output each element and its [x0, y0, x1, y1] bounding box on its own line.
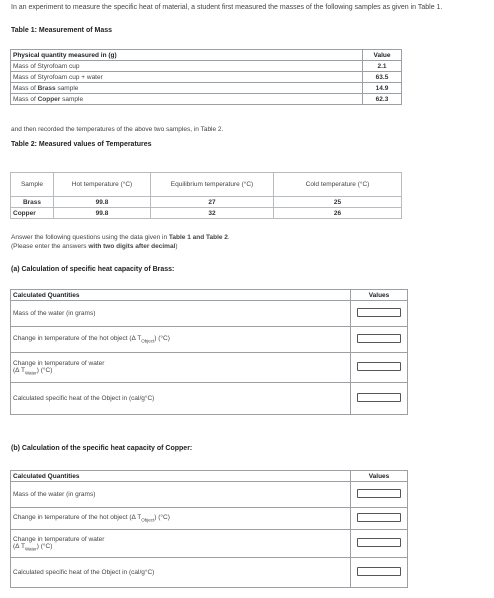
quantity-label: [11, 94, 363, 105]
label-text: Change in temperature of the hot object (Δ T: [13, 335, 142, 343]
answer-input-delta-t-object[interactable]: [357, 334, 401, 343]
label-bold: Copper: [37, 95, 61, 103]
label-text: (Δ T: [13, 542, 25, 550]
quantity-label: Mass of the water (in grams): [11, 482, 351, 508]
table-header-row: [11, 471, 408, 482]
quantity-value: 62.3: [363, 94, 402, 105]
header-quantities: Calculated Quantities: [11, 290, 351, 301]
value-cell: [351, 327, 408, 353]
answer-input-delta-t-object[interactable]: [357, 513, 401, 522]
hot-temp: 99.8: [54, 208, 151, 219]
mass-table: [10, 49, 402, 105]
quantity-value: 14.9: [363, 83, 402, 94]
value-cell: [351, 383, 408, 415]
quantity-label: Mass of Styrofoam cup: [11, 61, 363, 72]
value-cell: [351, 301, 408, 327]
table-row: [11, 383, 408, 415]
sample-name: Copper: [11, 208, 54, 219]
between-text: and then recorded the temperatures of the above two samples, in Table 2.: [11, 126, 224, 133]
instructions-line2: [11, 243, 178, 250]
header-hot: Hot temperature (°C): [54, 173, 151, 197]
label-post: sample: [55, 84, 79, 92]
sample-name: Brass: [11, 197, 54, 208]
label-unit: ) (°C): [154, 514, 170, 522]
instructions-line1: [11, 234, 230, 241]
table-row: [11, 508, 408, 530]
table2-caption: Table 2: Measured values of Temperatures: [11, 141, 152, 148]
equilibrium-temp: 32: [151, 208, 274, 219]
equilibrium-temp: 27: [151, 197, 274, 208]
header-value: Value: [363, 50, 402, 61]
label-text: Change in temperature of water: [13, 359, 105, 367]
cold-temp: 26: [274, 208, 402, 219]
instr-bold: Table 1 and Table 2: [168, 234, 228, 241]
table-row: [11, 301, 408, 327]
label-line2: [13, 543, 348, 551]
table1-caption: Table 1: Measurement of Mass: [11, 27, 113, 34]
label-sub: Object: [141, 517, 155, 523]
quantity-label: [11, 83, 363, 94]
part-b-table: [10, 470, 408, 588]
answer-input-specific-heat[interactable]: [357, 567, 401, 576]
label-sub: Water: [24, 546, 37, 552]
answer-input-water-mass[interactable]: [357, 308, 401, 317]
header-cold: Cold temperature (°C): [274, 173, 402, 197]
answer-input-delta-t-water[interactable]: [357, 362, 401, 371]
instr-text: Answer the following questions using the data given in: [11, 234, 169, 241]
label-pre: Mass of: [13, 95, 38, 103]
instr-bold: with two digits after decimal: [88, 243, 176, 250]
table-header-row: [11, 173, 402, 197]
quantity-value: 63.5: [363, 72, 402, 83]
label-unit: ) (°C): [36, 366, 53, 374]
quantity-value: 2.1: [363, 61, 402, 72]
table-row: [11, 61, 402, 72]
table-row: [11, 208, 402, 219]
answer-input-water-mass[interactable]: [357, 489, 401, 498]
part-b-title: (b) Calculation of the specific heat capacity of Copper:: [11, 445, 193, 452]
label-sub: Water: [24, 370, 37, 376]
part-a-table: [10, 289, 408, 415]
hot-temp: 99.8: [54, 197, 151, 208]
value-cell: [351, 508, 408, 530]
table-row: [11, 327, 408, 353]
temperature-table: [10, 172, 402, 219]
instr-text: ): [175, 243, 178, 250]
table-row: [11, 197, 402, 208]
header-quantities: Calculated Quantities: [11, 471, 351, 482]
quantity-label: Mass of the water (in grams): [11, 301, 351, 327]
table-row: [11, 72, 402, 83]
table-header-row: [11, 290, 408, 301]
value-cell: [351, 530, 408, 558]
intro-text: In an experiment to measure the specific heat of material, a student first measured the masses of the following samples as given in Table 1.: [11, 4, 443, 11]
value-cell: [351, 558, 408, 588]
header-sample: Sample: [11, 173, 54, 197]
label-text: (Δ T: [13, 366, 25, 374]
label-text: Change in temperature of water: [13, 535, 105, 543]
label-sub: Object: [141, 338, 155, 344]
answer-input-specific-heat[interactable]: [357, 393, 401, 402]
instr-text: .: [227, 234, 230, 241]
table-row: [11, 83, 402, 94]
label-text: Change in temperature of the hot object (Δ T: [13, 514, 142, 522]
value-cell: [351, 482, 408, 508]
table-row: [11, 530, 408, 558]
part-a-title: (a) Calculation of specific heat capacity of Brass:: [11, 266, 175, 273]
value-cell: [351, 353, 408, 383]
label-post: sample: [60, 95, 84, 103]
table-header-row: [11, 50, 402, 61]
label-unit: ) (°C): [36, 542, 53, 550]
label-unit: ) (°C): [154, 335, 170, 343]
answer-input-delta-t-water[interactable]: [357, 538, 401, 547]
table-row: [11, 94, 402, 105]
quantity-label: [11, 530, 351, 558]
quantity-label: Calculated specific heat of the Object in (cal/g°C): [11, 383, 351, 415]
cold-temp: 25: [274, 197, 402, 208]
quantity-label: Calculated specific heat of the Object in (cal/g°C): [11, 558, 351, 588]
quantity-label: [11, 508, 351, 530]
header-quantity: Physical quantity measured in (g): [11, 50, 363, 61]
table-row: [11, 558, 408, 588]
header-equilibrium: Equilibrium temperature (°C): [151, 173, 274, 197]
label-line2: [13, 367, 348, 375]
table-row: [11, 482, 408, 508]
label-bold: Brass: [37, 84, 56, 92]
table-row: [11, 353, 408, 383]
instr-text: (Please enter the answers: [11, 243, 89, 250]
quantity-label: [11, 353, 351, 383]
quantity-label: [11, 327, 351, 353]
header-values: Values: [351, 290, 408, 301]
label-pre: Mass of: [13, 84, 38, 92]
header-values: Values: [351, 471, 408, 482]
quantity-label: Mass of Styrofoam cup + water: [11, 72, 363, 83]
